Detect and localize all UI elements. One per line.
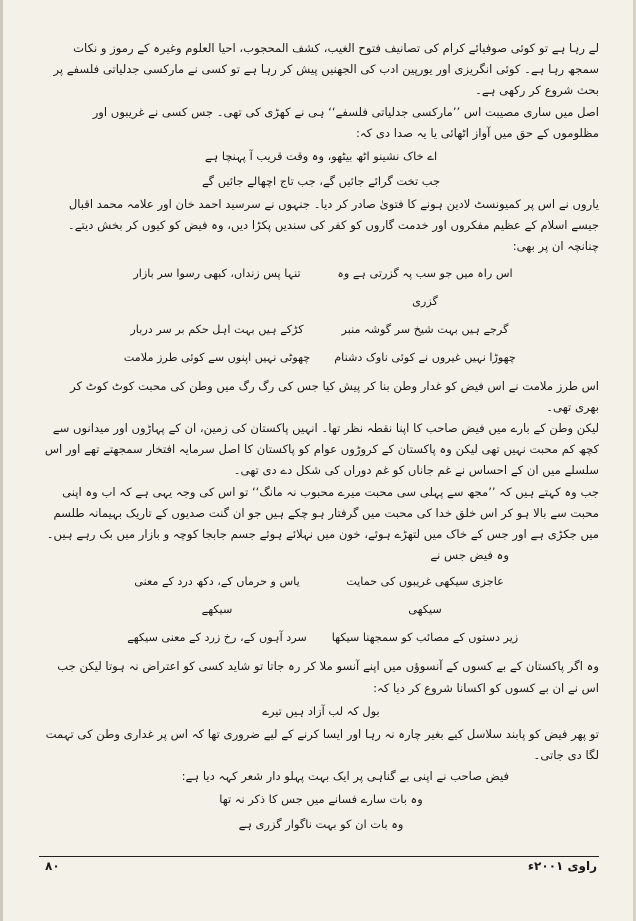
paragraph-5: لیکن وطن کے بارے میں فیض صاحب کا اپنا نقطہ نظر تھا۔ انہیں پاکستان کی زمین، ان کے پہاڑوں اور میدانوں سے کچھ کم محبت نہیں تھی لیکن وہ پاکستان کے کروڑوں عوام کو پاکستان کا اصل سرمایہ افتخار سمجھتے تھے اور اس سلسلے میں ان کے احساس نے غم جاناں کو غم دوراں کی شکل دے دی تھی۔ [44, 421, 599, 478]
couplet-1 [43, 260, 599, 316]
paragraph-10: فیض صاحب نے اپنی بے گناہی پر ایک بہت پہلو دار شعر کہہ دیا ہے: [181, 769, 509, 784]
couplet-4-left: یاس و حرماں کے، دکھ درد کے معنی سیکھے [134, 575, 300, 617]
verse-line-1b: جب تخت گرائے جائیں گے، جب تاج اچھالے جائیں گے [202, 174, 440, 189]
page-number: ۸۰ [45, 859, 60, 873]
magazine-name: راوی ۲۰۰۱ء [527, 859, 597, 873]
couplet-2 [43, 316, 599, 344]
verse-line-3b: وہ بات ان کو بہت ناگوار گزری ہے [238, 817, 404, 832]
paragraph-8: وہ اگر پاکستان کے بے کسوں کے آنسوؤں میں اپنے آنسو ملا کر رہ جاتا تو شاید کسی کو اعتراض نہ ہوتا لیکن جب اس نے ان بے کسوں کو اکسانا شروع کر دیا کہ: [57, 659, 599, 695]
couplet-4-right: عاجزی سیکھی غریبوں کی حمایت سیکھی [346, 575, 504, 617]
couplet-3 [43, 344, 599, 372]
couplet-1-left: تنہا پس زنداں، کبھی رسوا سر بازار [133, 266, 301, 280]
couplet-5-left: سرد آہوں کے، رخ زرد کے معنی سیکھے [127, 631, 307, 645]
couplet-1-right: اس راہ میں جو سب پہ گزرتی ہے وہ گزری [337, 266, 513, 308]
verse-line-1a: اے خاک نشینو اٹھ بیٹھو، وہ وقت قریب آ پہنچا ہے [204, 149, 438, 164]
verse-line-3a: وہ بات سارے فسانے میں جس کا ذکر نہ تھا [219, 792, 423, 807]
article-body [43, 38, 599, 837]
couplet-3-left: چھوٹی نہیں اپنوں سے کوئی طرز ملامت [123, 350, 311, 364]
paragraph-6: جب وہ کہتے ہیں کہ ’’مجھ سے پہلی سی محبت میرے محبوب نہ مانگ‘‘ تو اس کی وجہ یہی ہے کہ اب وہ اپنی محبت سے بالا ہو کر اس خلق خدا کی محبت میں گرفتار ہو چکے ہیں جو ان گنت صدیوں کے تاریک بہیمانہ طلسم میں جکڑی ہے اور جس کے خاک میں لتھڑے ہوئے، خون میں نہلائے ہوئے جسم جابجا کوچہ و بازار میں بک رہے ہیں۔ [46, 484, 599, 542]
couplet-5 [43, 624, 599, 652]
page-footer [39, 856, 599, 879]
paragraph-7: وہ فیض جس نے [430, 548, 509, 563]
couplet-4 [43, 568, 599, 624]
couplets-block-1 [43, 260, 599, 372]
paragraph-2: اصل میں ساری مصیبت اس ’’مارکسی جدلیاتی فلسفے‘‘ ہی نے کھڑی کی تھی۔ جس کسی نے غریبوں اور مظلوموں کے حق میں آواز اٹھائی یا یہ صدا دی کہ: [92, 104, 599, 140]
couplet-2-right: گرجے ہیں بہت شیخ سر گوشہ منبر [341, 322, 509, 336]
paragraph-3: یاروں نے اس پر کمیونسٹ لادین ہونے کا فتویٰ صادر کر دیا۔ جنہوں نے سرسید احمد خان اور علامہ محمد اقبال جیسے اسلام کے عظیم مفکروں اور خدمت گاروں کو کفر کی سندیں پکڑا دیں، وہ فیض کو کیوں کر بخش دیتے۔ چنانچہ ان پر بھی: [67, 197, 599, 254]
paragraph-4: اس طرز ملامت نے اس فیض کو غدار وطن بنا کر پیش کیا جس کی رگ رگ میں وطن کی محبت کوٹ کوٹ کر بھری تھی۔ [70, 378, 599, 414]
couplet-2-left: کڑکے ہیں بہت اہل حکم بر سر دربار [130, 322, 304, 336]
verse-line-2: بول کہ لب آزاد ہیں تیرے [262, 703, 380, 718]
couplet-5-right: زیر دستوں کے مصائب کو سمجھنا سیکھا [331, 631, 519, 645]
paragraph-9: تو پھر فیض کو پابند سلاسل کیے بغیر چارہ نہ رہا اور ایسا کرنے کے لیے ضروری تھا کہ اس پر غداری وطن کی تہمت لگا دی جاتی۔ [45, 726, 599, 763]
paragraph-1: لے رہا ہے تو کوئی صوفیائے کرام کی تصانیف فتوح الغیب، کشف المحجوب، احیا العلوم وغیرہ کے رموز و نکات سمجھ رہا ہے۔ کوئی انگریزی اور یورپین ادب کی الجھنیں پیش کر رہا ہے تو کسی نے مارکسی جدلیاتی فلسفے پر بحث شروع کر رکھی ہے۔ [53, 41, 599, 98]
couplets-block-2 [43, 568, 599, 652]
couplet-3-right: چھوڑا نہیں غیروں نے کوئی ناوک دشنام [334, 350, 516, 364]
